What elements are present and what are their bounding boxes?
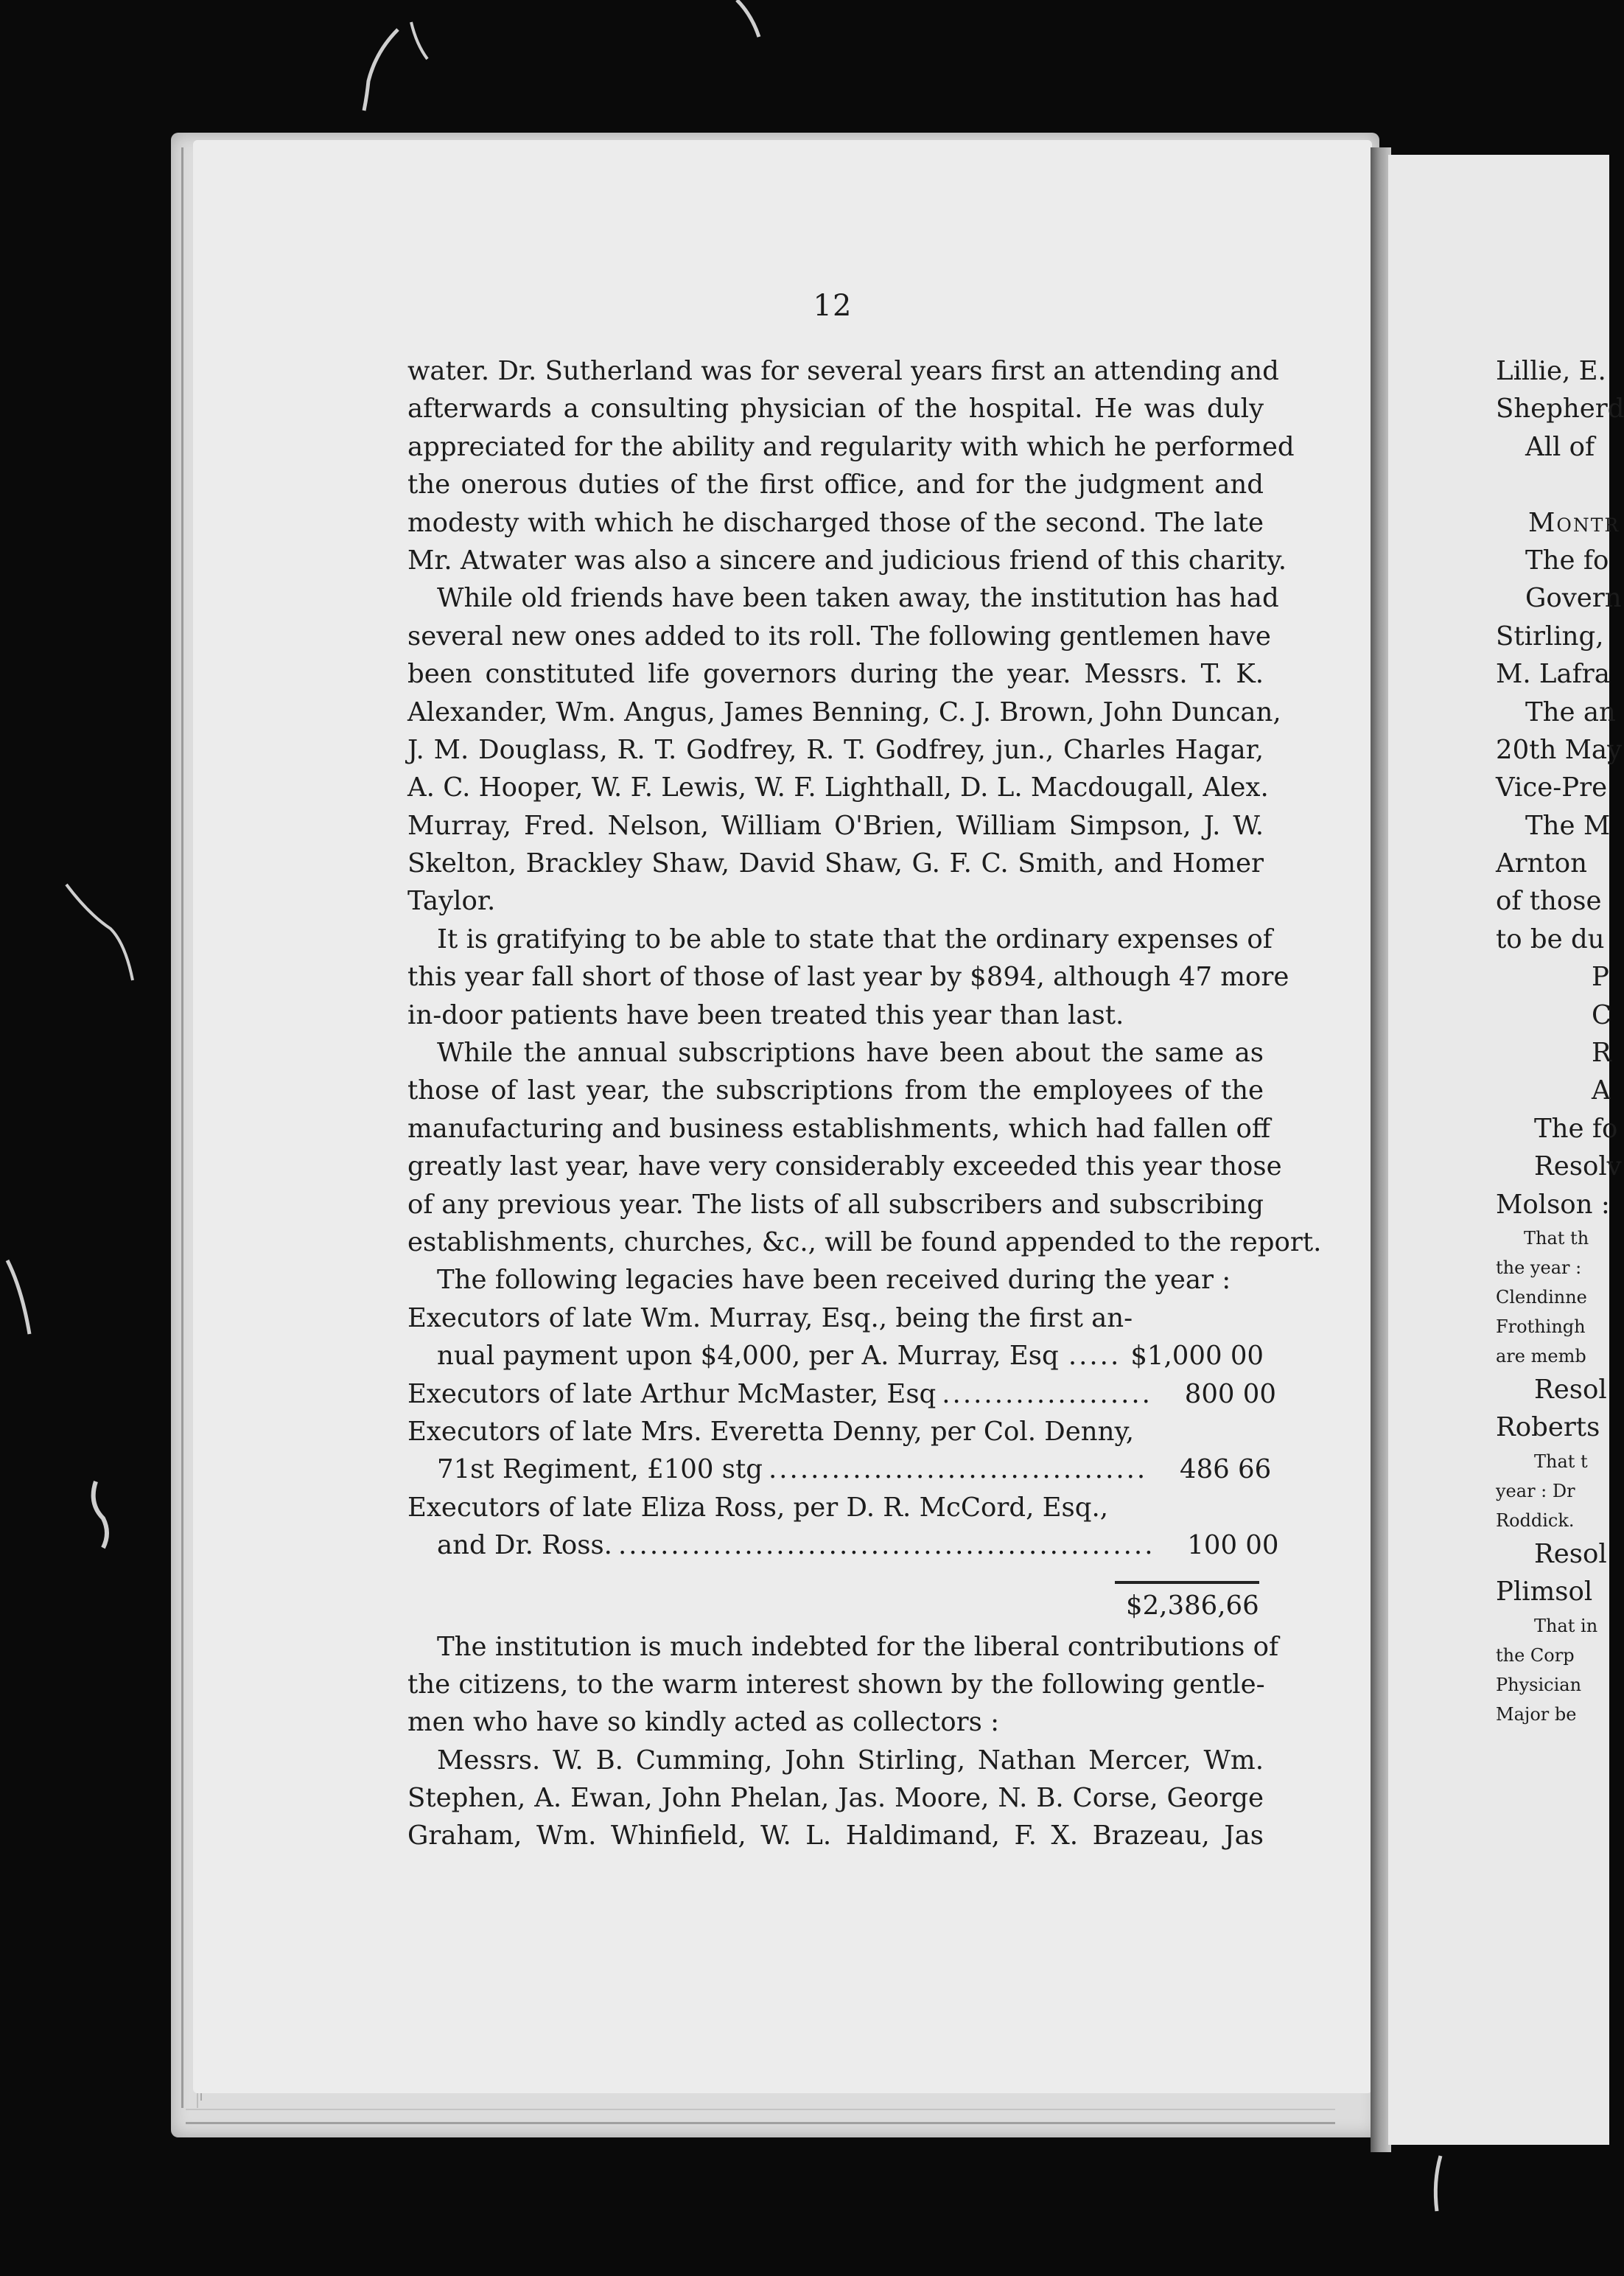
legacy-line: Executors of late Wm. Murray, Esq., being the first an- xyxy=(407,1302,1133,1333)
right-line-small: Clendinne xyxy=(1496,1286,1587,1308)
body-text xyxy=(407,352,1322,1855)
legacy-row xyxy=(407,1375,1276,1413)
right-line-small: the Corp xyxy=(1496,1644,1575,1666)
right-heading: Montr xyxy=(1528,507,1620,538)
right-line xyxy=(1496,466,1614,503)
text-line: this year fall short of those of last year by $894, although 47 more xyxy=(407,962,1289,993)
legacy-row xyxy=(407,1526,1279,1564)
legacies-table xyxy=(407,1299,1279,1628)
right-line: The fo xyxy=(1525,545,1609,576)
text-line: of any previous year. The lists of all subscribers and subscribing xyxy=(407,1189,1264,1220)
film-scratch xyxy=(81,1474,125,1555)
text-line: Graham, Wm. Whinfield, W. L. Haldimand, F. X. Brazeau, Jas xyxy=(407,1821,1264,1851)
text-line: establishments, churches, &c., will be found appended to the report. xyxy=(407,1226,1322,1257)
right-page-text xyxy=(1496,352,1624,1729)
leader-dots: ................................................... xyxy=(617,1530,1155,1561)
text-line: Alexander, Wm. Angus, James Benning, C. J. Brown, John Duncan, xyxy=(407,697,1281,727)
text-line: Messrs. W. B. Cumming, John Stirling, Nathan Mercer, Wm. xyxy=(437,1745,1264,1776)
text-line: Taylor. xyxy=(407,886,496,917)
right-line: Arnton xyxy=(1496,848,1587,879)
leader-dots: .................... xyxy=(942,1378,1152,1409)
right-line: 20th May xyxy=(1496,734,1623,765)
legacy-amount: 100 00 xyxy=(1187,1530,1279,1561)
right-line-small: Roddick. xyxy=(1496,1509,1575,1531)
legacies-intro: The following legacies have been received during the year : xyxy=(437,1265,1231,1296)
legacy-description: and Dr. Ross. xyxy=(437,1530,612,1561)
film-scratch xyxy=(1422,2152,1452,2219)
right-line: Plimsol xyxy=(1496,1577,1593,1607)
legacy-line: Executors of late Mrs. Everetta Denny, per Col. Denny, xyxy=(407,1416,1135,1447)
film-scratch xyxy=(0,1253,44,1341)
text-line: manufacturing and business establishments, which had fallen off xyxy=(407,1113,1271,1144)
right-line: to be du xyxy=(1496,924,1605,954)
right-line-small: That th xyxy=(1524,1227,1589,1249)
film-scratch xyxy=(346,0,435,125)
leader-dots: .................................... xyxy=(768,1454,1148,1485)
right-line: Lillie, E. xyxy=(1496,356,1606,386)
page-number: 12 xyxy=(813,289,853,323)
legacy-amount: $1,000 00 xyxy=(1130,1341,1264,1372)
text-line: While the annual subscriptions have been about the same as xyxy=(437,1038,1264,1069)
right-line: Resol xyxy=(1534,1538,1607,1569)
legacy-amount: 800 00 xyxy=(1184,1378,1276,1409)
text-line: the onerous duties of the first office, and for the judgment and xyxy=(407,469,1264,500)
text-line: It is gratifying to be able to state that the ordinary expenses of xyxy=(437,924,1273,954)
text-line: A. C. Hooper, W. F. Lewis, W. F. Lighthall, D. L. Macdougall, Alex. xyxy=(407,772,1269,803)
right-line-small: Major be xyxy=(1496,1703,1577,1725)
right-line-small: Physician xyxy=(1496,1674,1582,1695)
right-line: Molson : xyxy=(1496,1189,1610,1220)
right-line-small: That in xyxy=(1534,1615,1598,1636)
text-line: in-door patients have been treated this year than last. xyxy=(407,999,1124,1030)
legacies-total: $2,386,66 xyxy=(1126,1590,1259,1621)
right-line: of those xyxy=(1496,886,1602,917)
text-line: modesty with which he discharged those of the second. The late xyxy=(407,507,1264,538)
text-line: the citizens, to the warm interest shown by the following gentle- xyxy=(407,1669,1265,1700)
text-line: those of last year, the subscriptions from the employees of the xyxy=(407,1075,1264,1106)
right-line: R xyxy=(1592,1038,1611,1069)
legacy-description: 71st Regiment, £100 stg xyxy=(437,1454,763,1485)
film-scratch xyxy=(59,870,147,988)
right-line: All of xyxy=(1525,431,1595,462)
right-line: A xyxy=(1592,1075,1611,1106)
right-line-small: the year : xyxy=(1496,1257,1582,1278)
page-bottom-edge xyxy=(186,2109,1335,2124)
paragraph-life-governors xyxy=(407,579,1281,921)
leader-dots: ..... xyxy=(1068,1341,1121,1372)
text-line: been constituted life governors during the year. Messrs. T. K. xyxy=(407,659,1264,690)
legacy-row xyxy=(407,1337,1264,1375)
text-line: several new ones added to its roll. The following gentlemen have xyxy=(407,621,1271,652)
text-line: J. M. Douglass, R. T. Godfrey, R. T. Godfrey, jun., Charles Hagar, xyxy=(407,734,1264,765)
right-line-small: Frothingh xyxy=(1496,1316,1586,1337)
text-line: Mr. Atwater was also a sincere and judicious friend of this charity. xyxy=(407,545,1287,576)
text-line: The institution is much indebted for the liberal contributions of xyxy=(437,1631,1279,1662)
text-line: appreciated for the ability and regularity with which he performed xyxy=(407,431,1295,462)
right-line: Govern xyxy=(1525,583,1622,614)
text-line: water. Dr. Sutherland was for several years first an attending and xyxy=(407,356,1279,386)
legacy-description: nual payment upon $4,000, per A. Murray, Esq xyxy=(437,1341,1059,1372)
film-scratch xyxy=(722,0,766,44)
text-line: Murray, Fred. Nelson, William O'Brien, William Simpson, J. W. xyxy=(407,810,1264,841)
right-line: C xyxy=(1592,999,1612,1030)
right-line: Stirling, xyxy=(1496,621,1604,652)
right-line: Resolv xyxy=(1534,1151,1622,1182)
right-line-small: That t xyxy=(1534,1451,1588,1472)
right-line: Shepherd xyxy=(1496,394,1624,425)
right-line: M. Lafra xyxy=(1496,659,1610,690)
right-line: The fo xyxy=(1534,1113,1618,1144)
right-line: P xyxy=(1592,962,1609,993)
text-line: men who have so kindly acted as collectors : xyxy=(407,1707,1000,1738)
text-line: While old friends have been taken away, the institution has had xyxy=(437,583,1279,614)
right-line: Vice-Pre xyxy=(1496,772,1608,803)
right-line: Resol xyxy=(1534,1374,1607,1405)
total-rule xyxy=(1115,1565,1259,1584)
text-line: Skelton, Brackley Shaw, David Shaw, G. F. C. Smith, and Homer xyxy=(407,848,1264,879)
right-line-small: are memb xyxy=(1496,1345,1586,1366)
paragraph-expenses xyxy=(407,921,1289,1034)
right-line: The an xyxy=(1525,697,1616,727)
paragraph-subscriptions xyxy=(407,1034,1322,1261)
right-line-small: year : Dr xyxy=(1496,1480,1575,1501)
text-line: Stephen, A. Ewan, John Phelan, Jas. Moore, N. B. Corse, George xyxy=(407,1783,1264,1814)
legacy-line: Executors of late Eliza Ross, per D. R. McCord, Esq., xyxy=(407,1492,1109,1523)
text-line: afterwards a consulting physician of the hospital. He was duly xyxy=(407,394,1264,425)
legacy-row xyxy=(407,1451,1272,1488)
text-line: greatly last year, have very considerably exceeded this year those xyxy=(407,1151,1282,1182)
legacy-description: Executors of late Arthur McMaster, Esq xyxy=(407,1378,937,1409)
right-line: Roberts xyxy=(1496,1412,1600,1443)
paragraph-sutherland xyxy=(407,352,1295,579)
right-line: The M xyxy=(1525,810,1611,841)
legacy-amount: 486 66 xyxy=(1180,1454,1272,1485)
paragraph-collectors xyxy=(407,1628,1279,1855)
